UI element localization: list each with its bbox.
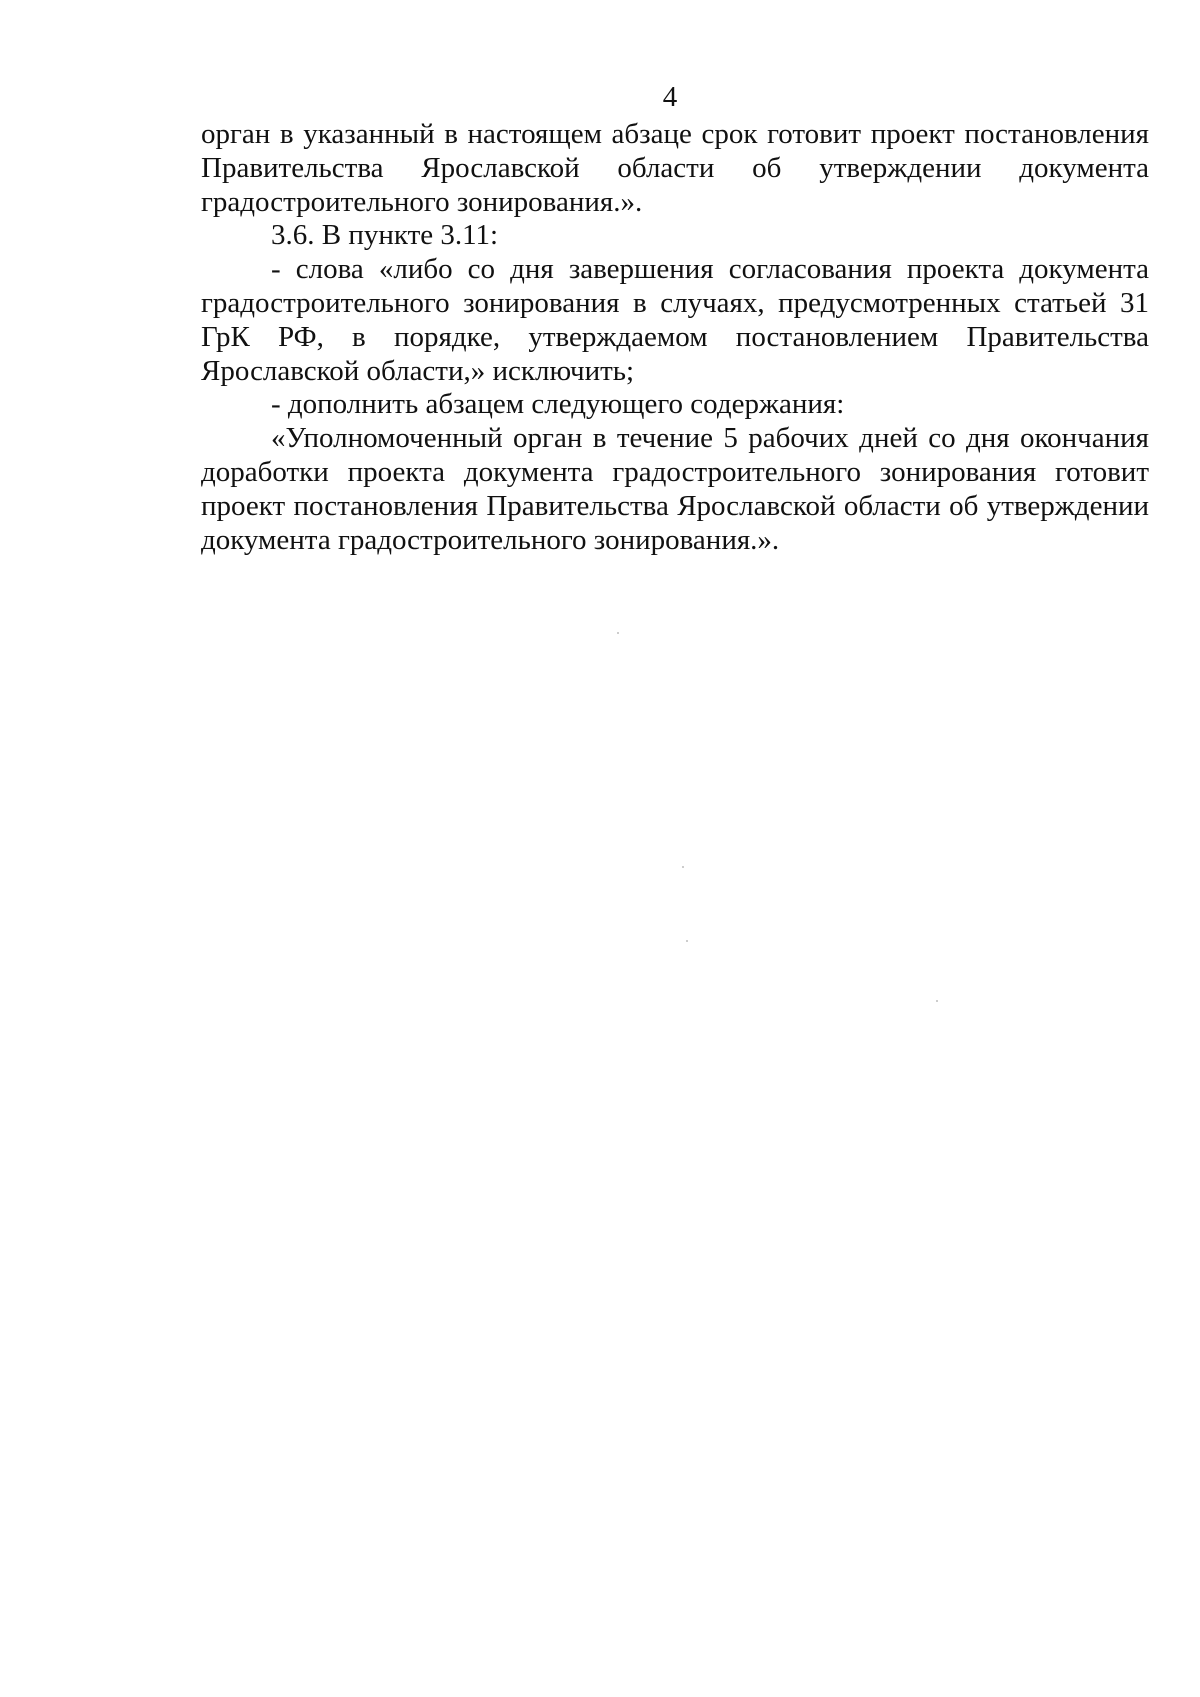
paragraph-add-clause: - дополнить абзацем следующего содержания: [271,388,845,421]
paragraph-continuation: орган в указанный в настоящем абзаце срок готовит проект постановления Правительства Ярославской области об утверждении документа градостроительного зонирования.». [201,118,1149,218]
scan-speck [682,866,684,868]
scan-speck [686,940,688,942]
page-number: 4 [662,81,678,113]
paragraph-item-3-6: 3.6. В пункте 3.11: [271,219,499,252]
paragraph-words-exclude: - слова «либо со дня завершения согласования проекта документа градостроительного зонирования в случаях, предусмотренных статьей 31 ГрК РФ, в порядке, утверждаемом постановлением Правительства Ярославской области,» исключить; [201,253,1149,387]
document-body [201,118,1149,557]
scan-speck [617,632,619,634]
scan-speck [936,1000,938,1002]
paragraph-quoted-text: «Уполномоченный орган в течение 5 рабочих дней со дня окончания доработки проекта документа градостроительного зонирования готовит проект постановления Правительства Ярославской области об утверждении документа градостроительного зонирования.». [201,422,1149,556]
